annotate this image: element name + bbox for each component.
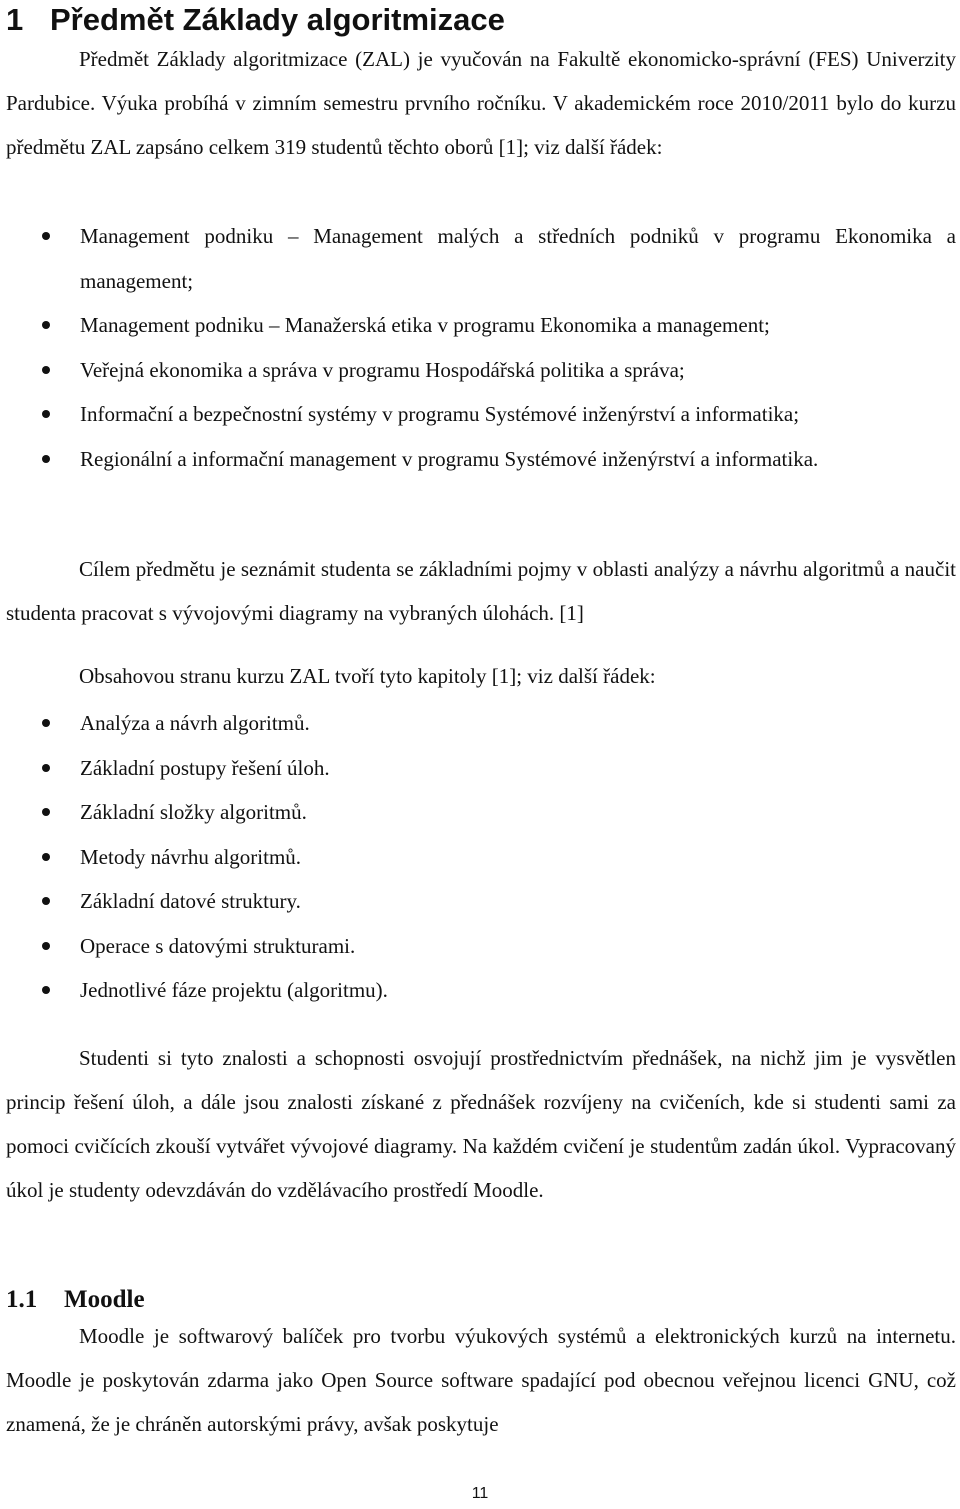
list-item: Operace s datovými strukturami. xyxy=(0,924,956,969)
list-item: Regionální a informační management v programu Systémové inženýrství a informatika. xyxy=(0,437,956,482)
list-item: Základní postupy řešení úloh. xyxy=(0,746,956,791)
chapter-heading xyxy=(6,0,505,40)
chapter-title: Předmět Základy algoritmizace xyxy=(50,2,505,37)
section-number: 1.1 xyxy=(6,1286,38,1313)
section-title: Moodle xyxy=(64,1286,145,1313)
chapter-number: 1 xyxy=(6,2,24,37)
list-item: Management podniku – Manažerská etika v programu Ekonomika a management; xyxy=(0,303,956,348)
list-item: Metody návrhu algoritmů. xyxy=(0,835,956,880)
page-number: 11 xyxy=(471,1485,489,1502)
list-item: Základní datové struktury. xyxy=(0,879,956,924)
chapters-list xyxy=(0,701,956,1013)
list-item: Základní složky algoritmů. xyxy=(0,790,956,835)
list-item: Informační a bezpečnostní systémy v programu Systémové inženýrství a informatika; xyxy=(0,392,956,437)
goal-paragraph: Cílem předmětu je seznámit studenta se základními pojmy v oblasti analýzy a návrhu algoritmů a naučit studenta pracovat s vývojovými diagramy na vybraných úlohách. [1] xyxy=(6,557,956,625)
students-paragraph: Studenti si tyto znalosti a schopnosti osvojují prostřednictvím přednášek, na nichž jim je vysvětlen princip řešení úloh, a dále jsou znalosti získané z přednášek rozvíjeny na cvičeních, kde si studenti sami za pomoci cvičících zkouší vytvářet vývojové diagramy. Na každém cvičení je studentům zadán úkol. Vypracovaný úkol je studenty odevzdáván do vzdělávacího prostředí Moodle. xyxy=(6,1046,956,1202)
contents-intro-paragraph: Obsahovou stranu kurzu ZAL tvoří tyto kapitoly [1]; viz další řádek: xyxy=(79,664,656,688)
list-item: Jednotlivé fáze projektu (algoritmu). xyxy=(0,968,956,1013)
intro-paragraph: Předmět Základy algoritmizace (ZAL) je vyučován na Fakultě ekonomicko-správní (FES) Univerzity Pardubice. Výuka probíhá v zimním semestru prvního ročníku. V akademickém roce 2010/2011 bylo do kurzu předmětu ZAL zapsáno celkem 319 studentů těchto oborů [1]; viz další řádek: xyxy=(6,47,956,159)
list-item: Analýza a návrh algoritmů. xyxy=(0,701,956,746)
moodle-paragraph: Moodle je softwarový balíček pro tvorbu výukových systémů a elektronických kurzů na internetu. Moodle je poskytován zdarma jako Open Source software spadající pod obecnou veřejnou licenci GNU, což znamená, že je chráněn autorskými právy, avšak poskytuje xyxy=(6,1324,956,1436)
list-item: Veřejná ekonomika a správa v programu Hospodářská politika a správa; xyxy=(0,348,956,393)
list-item: Management podniku – Management malých a středních podniků v programu Ekonomika a management; xyxy=(0,214,956,303)
programs-list xyxy=(0,214,956,481)
section-heading xyxy=(6,1282,145,1318)
